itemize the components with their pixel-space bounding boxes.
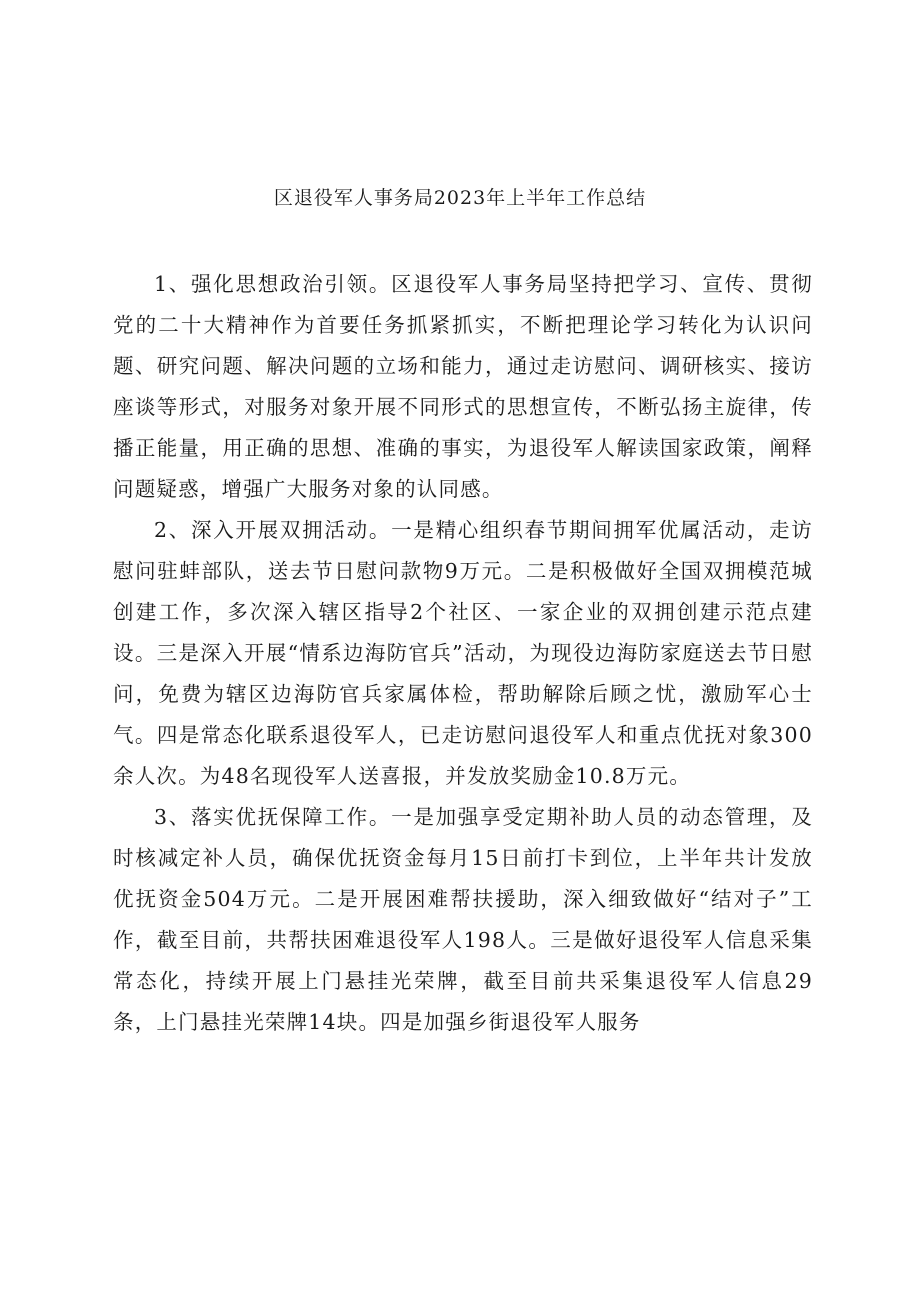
- document-body: [113, 264, 813, 1043]
- paragraph-3: 3、落实优抚保障工作。一是加强享受定期补助人员的动态管理，及时核减定补人员，确保优抚资金每月15日前打卡到位，上半年共计发放优抚资金504万元。二是开展困难帮扶援助，深入细致做好“结对子”工作，截至目前，共帮扶困难退役军人198人。三是做好退役军人信息采集常态化，持续开展上门悬挂光荣牌，截至目前共采集退役军人信息29条，上门悬挂光荣牌14块。四是加强乡街退役军人服务: [113, 805, 813, 1034]
- document-title: 区退役军人事务局2023年上半年工作总结: [273, 187, 647, 209]
- paragraph-1: 1、强化思想政治引领。区退役军人事务局坚持把学习、宣传、贯彻党的二十大精神作为首要任务抓紧抓实，不断把理论学习转化为认识问题、研究问题、解决问题的立场和能力，通过走访慰问、调研核实、接访座谈等形式，对服务对象开展不同形式的思想宣传，不断弘扬主旋律，传播正能量，用正确的思想、准确的事实，为退役军人解读国家政策，阐释问题疑惑，增强广大服务对象的认同感。: [113, 272, 813, 501]
- paragraph-2: 2、深入开展双拥活动。一是精心组织春节期间拥军优属活动，走访慰问驻蚌部队，送去节日慰问款物9万元。二是积极做好全国双拥模范城创建工作，多次深入辖区指导2个社区、一家企业的双拥创建示范点建设。三是深入开展“情系边海防官兵”活动，为现役边海防家庭送去节日慰问，免费为辖区边海防官兵家属体检，帮助解除后顾之忧，激励军心士气。四是常态化联系退役军人，已走访慰问退役军人和重点优抚对象300余人次。为48名现役军人送喜报，并发放奖励金10.8万元。: [113, 518, 813, 788]
